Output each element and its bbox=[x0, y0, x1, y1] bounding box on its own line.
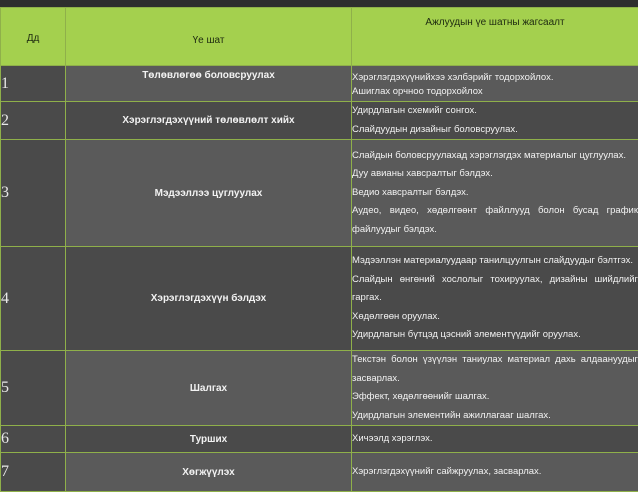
task-cell bbox=[352, 453, 638, 492]
task-cell bbox=[352, 102, 638, 140]
table-row bbox=[1, 102, 638, 140]
task-line: Аудео, видео, хөдөлгөөнт файллууд болон бусад график файлуудыг бэлдэх. bbox=[352, 202, 638, 239]
task-cell bbox=[352, 140, 638, 247]
stage-name: Төлөвлөгөө боловсруулах bbox=[66, 66, 352, 102]
row-number: 5 bbox=[1, 351, 66, 426]
header-task-list: Ажлуудын үе шатны жагсаалт bbox=[352, 8, 638, 66]
task-line: Слайдын өнгөний хослолыг тохируулах, дизайны шийдлийг гаргах. bbox=[352, 271, 638, 308]
task-line: Эффект, хөдөлгөөнийг шалгах. bbox=[352, 388, 638, 407]
table-row bbox=[1, 453, 638, 492]
row-number: 1 bbox=[1, 66, 66, 102]
table-row bbox=[1, 66, 638, 102]
header-stage: Үе шат bbox=[66, 8, 352, 66]
task-line: Слайдуудын дизайныг боловсруулах. bbox=[352, 121, 638, 140]
task-cell bbox=[352, 247, 638, 351]
table-row bbox=[1, 351, 638, 426]
row-number: 4 bbox=[1, 247, 66, 351]
stage-name: Шалгах bbox=[66, 351, 352, 426]
task-line: Мэдээллэн материалуудаар танилцуулгын слайдуудыг бэлтгэх. bbox=[352, 252, 638, 271]
task-line: Слайдын боловсруулахад хэрэглэгдэх материалыг цуглуулах. bbox=[352, 147, 638, 166]
task-line: Хэрэглэгдэхүүнийхээ хэлбэрийг тодорхойлох. bbox=[352, 71, 638, 85]
task-line: Текстэн болон үзүүлэн таниулах материал дахь алдаануудыг засварлах. bbox=[352, 351, 638, 388]
row-number: 7 bbox=[1, 453, 66, 492]
table-row bbox=[1, 247, 638, 351]
stage-name: Турших bbox=[66, 426, 352, 453]
task-line: Хичээлд хэрэглэх. bbox=[352, 430, 638, 449]
top-bar bbox=[0, 0, 638, 7]
task-line: Дуу авианы хавсралтыг бэлдэх. bbox=[352, 165, 638, 184]
task-cell bbox=[352, 426, 638, 453]
row-number: 6 bbox=[1, 426, 66, 453]
row-number: 2 bbox=[1, 102, 66, 140]
table-row bbox=[1, 426, 638, 453]
task-line: Удирдлагын схемийг сонгох. bbox=[352, 102, 638, 121]
stage-name: Хэрэглэгдэхүүн бэлдэх bbox=[66, 247, 352, 351]
table-header-row bbox=[1, 8, 638, 66]
stage-name: Хэрэглэгдэхүүний төлөвлөлт хийх bbox=[66, 102, 352, 140]
task-line: Ведио хавсралтыг бэлдэх. bbox=[352, 184, 638, 203]
task-line: Удирдлагын бүтцэд цэсний элементүүдийг оруулах. bbox=[352, 326, 638, 345]
task-cell bbox=[352, 351, 638, 426]
task-cell bbox=[352, 66, 638, 102]
stages-table bbox=[0, 7, 638, 492]
stage-name: Мэдээллээ цуглуулах bbox=[66, 140, 352, 247]
stage-name: Хөгжүүлэх bbox=[66, 453, 352, 492]
task-line: Хэрэглэгдэхүүнийг сайжруулах, засварлах. bbox=[352, 463, 638, 482]
task-line: Хөдөлгөөн оруулах. bbox=[352, 308, 638, 327]
task-line: Удирдлагын элементийн ажиллагааг шалгах. bbox=[352, 407, 638, 426]
row-number: 3 bbox=[1, 140, 66, 247]
task-line: Ашиглах орчноо тодорхойлох bbox=[352, 85, 638, 99]
table-row bbox=[1, 140, 638, 247]
header-number: Дд bbox=[1, 8, 66, 66]
